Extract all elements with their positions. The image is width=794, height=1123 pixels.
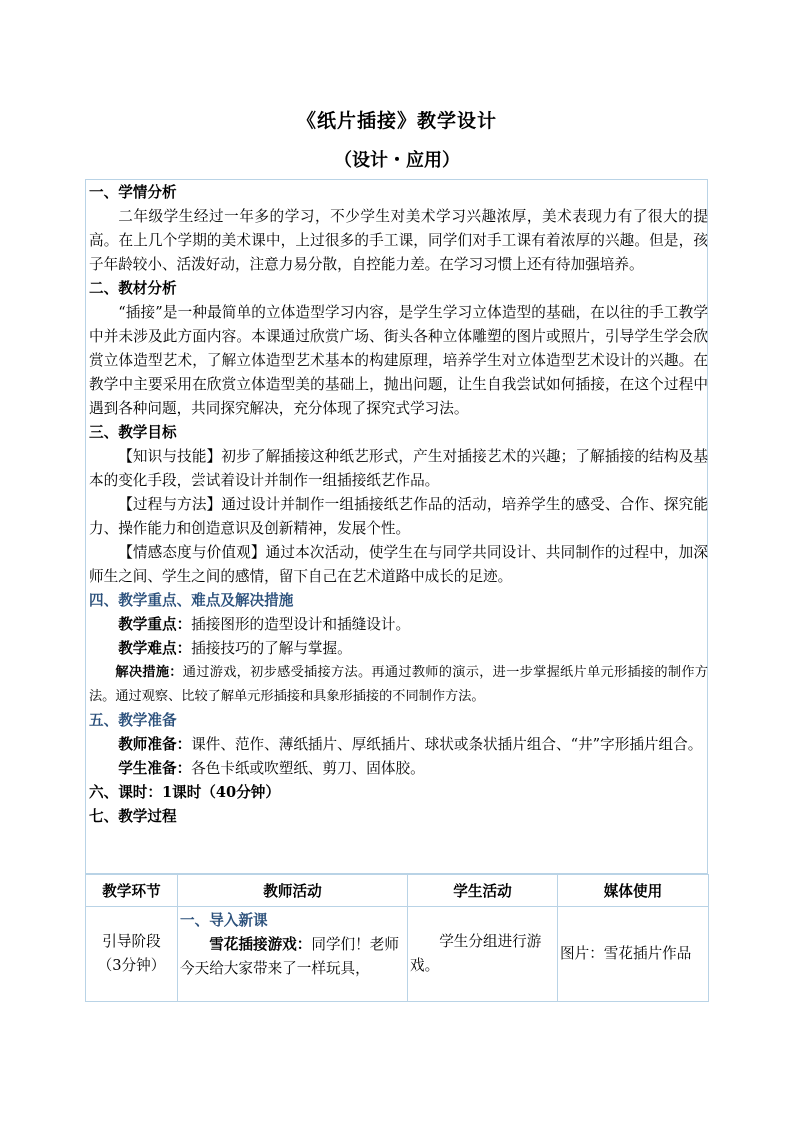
media-cell: 图片：雪花插片作品 [558, 907, 709, 1002]
material-analysis-text: “插接”是一种最简单的立体造型学习内容，是学生学习立体造型的基础，在以往的手工教学中并未涉及此方面内容。本课通过欣赏广场、街头各种立体雕塑的图片或照片，引导学生学会欣赏立体造型艺术，了解立体造型艺术基本的构建原理，培养学生对立体造型艺术设计的兴趣。在教学中主要采用在欣赏立体造型美的基础上，抛出问题，让生自我尝试如何插接，在这个过程中遇到各种问题，共同探究解决，充分体现了探究式学习法。 [89, 304, 708, 417]
difficulty-text: 插接技巧的了解与掌握。 [191, 640, 352, 657]
section-heading-preparation: 五、教学准备 [89, 712, 177, 729]
table-row [86, 907, 709, 1002]
document-body [89, 181, 708, 829]
section-heading-teaching-goals: 三、教学目标 [89, 424, 177, 441]
page-subtitle: （设计・应用） [334, 150, 460, 171]
solution-line [89, 661, 708, 709]
table-header-row [86, 875, 709, 907]
teacher-activity-section: 一、导入新课 [180, 912, 268, 929]
section-heading-material-analysis: 二、教材分析 [89, 280, 177, 297]
stage-duration: （3分钟） [97, 957, 166, 974]
teacher-prep-line [89, 733, 708, 757]
solution-label: 解决措施： [115, 665, 183, 680]
learner-analysis-text: 二年级学生经过一年多的学习，不少学生对美术学习兴趣浓厚，美术表现力有了很大的提高。在上几个学期的美术课中，上过很多的手工课，同学们对手工课有着浓厚的兴趣。但是，孩子年龄较小、活泼好动，注意力易分散，自控能力差。在学习习惯上还有待加强培养。 [89, 208, 708, 273]
goal-emotion-values: 【情感态度与价值观】通过本次活动，使学生在与同学共同设计、共同制作的过程中，加深师生之间、学生之间的感情，留下自己在艺术道路中成长的足迹。 [89, 544, 708, 585]
section-heading-key-points: 四、教学重点、难点及解决措施 [89, 592, 294, 609]
teacher-activity-body [180, 933, 405, 981]
header-teacher-activity: 教师活动 [178, 875, 408, 907]
teacher-activity-cell [178, 907, 408, 1002]
teacher-activity-label: 雪花插接游戏： [209, 936, 312, 953]
difficulty-label: 教学难点： [118, 640, 192, 657]
difficulty-line [89, 637, 708, 661]
student-prep-label: 学生准备： [118, 760, 192, 777]
goal-knowledge-skills: 【知识与技能】初步了解插接这种纸艺形式，产生对插接艺术的兴趣；了解插接的结构及基本的变化手段，尝试着设计并制作一组插接纸艺作品。 [89, 448, 708, 489]
stage-cell [86, 907, 178, 1002]
student-activity-cell: 学生分组进行游戏。 [408, 907, 558, 1002]
goal-process-method: 【过程与方法】通过设计并制作一组插接纸艺作品的活动，培养学生的感受、合作、探究能力、操作能力和创造意识及创新精神，发展个性。 [89, 496, 708, 537]
page-title: 《纸片插接》教学设计 [296, 110, 497, 132]
section-heading-learner-analysis: 一、学情分析 [89, 184, 177, 201]
solution-text: 通过游戏，初步感受插接方法。再通过教师的演示，进一步掌握纸片单元形插接的制作方法。通过观察、比较了解单元形插接和具象形插接的不同制作方法。 [89, 665, 708, 704]
key-point-label: 教学重点： [118, 616, 192, 633]
teacher-activity-text: 同学们！老师今天给大家带来了一样玩具， [180, 936, 399, 977]
header-stage: 教学环节 [86, 875, 178, 907]
header-media: 媒体使用 [558, 875, 709, 907]
key-point-text: 插接图形的造型设计和插缝设计。 [191, 616, 411, 633]
key-point-line [89, 613, 708, 637]
stage-name: 引导阶段 [102, 933, 161, 950]
section-heading-class-hours: 六、课时：1课时（40分钟） [89, 784, 280, 801]
section-heading-teaching-process: 七、教学过程 [89, 808, 177, 825]
header-student-activity: 学生活动 [408, 875, 558, 907]
teacher-prep-text: 课件、范作、薄纸插片、厚纸插片、球状或条状插片组合、“井”字形插片组合。 [191, 736, 703, 753]
student-prep-line [89, 757, 708, 781]
student-prep-text: 各色卡纸或吹塑纸、剪刀、固体胶。 [191, 760, 425, 777]
teaching-process-table [85, 874, 709, 1002]
teacher-prep-label: 教师准备： [118, 736, 192, 753]
